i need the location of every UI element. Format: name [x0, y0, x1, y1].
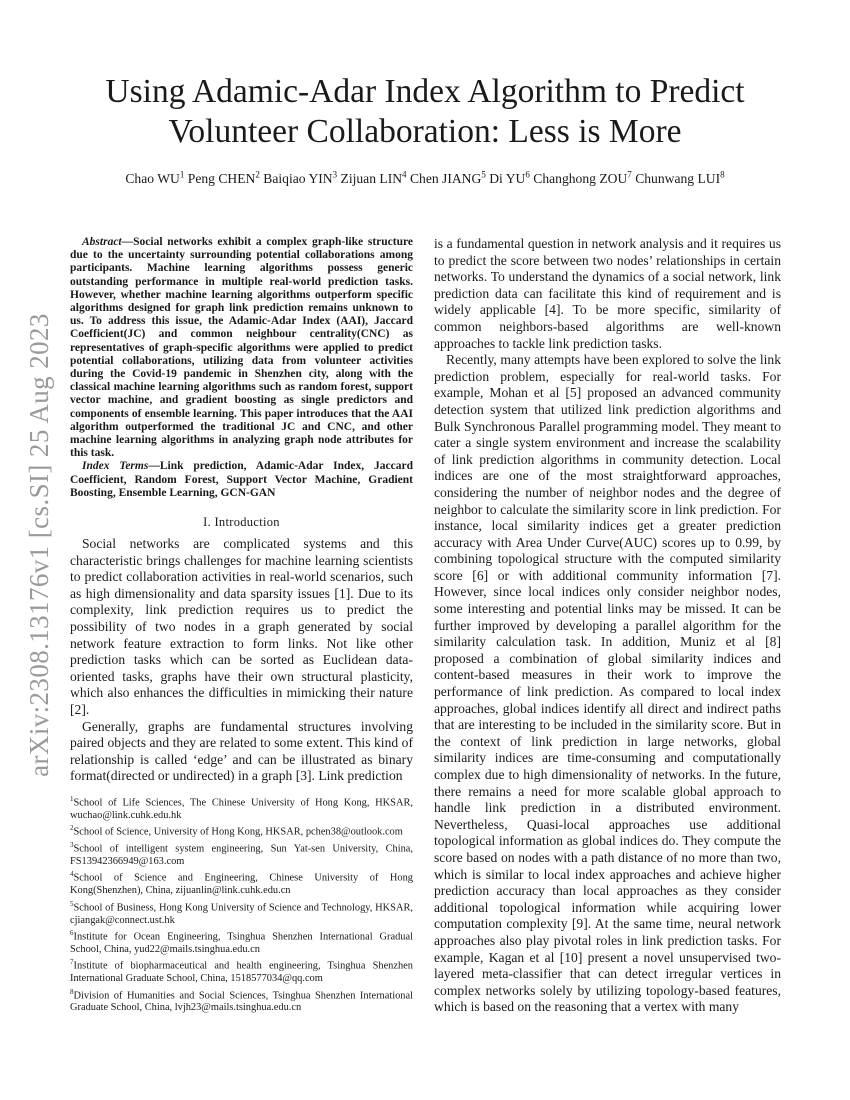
abstract: [70, 236, 413, 460]
author: Peng CHEN$^2$: [187, 169, 260, 186]
abstract-lead: Abstract: [82, 236, 122, 248]
affiliation-footnotes: [70, 793, 413, 1015]
author: Zijuan LIN$^4$: [340, 169, 407, 186]
intro-paragraph: Generally, graphs are fundamental structures involving paired objects and they are related to some extent. This kind of relationship is called ‘edge’ and can be illustrated as binary format(directed or undirected) in a graph [3]. Link prediction: [70, 718, 413, 784]
intro-paragraph: Social networks are complicated systems and this characteristic brings challenges for machine learning scientists to predict collaboration activities in real-world scenarios, such as high dimensionality and data sparsity issues [1]. Due to its complexity, link prediction requires us to predict the possibility of two nodes in a graph generated by social network feature extraction to form links. Not like other prediction tasks which can be sorted as Euclidean data-oriented tasks, graphs have their own structural plasticity, which also enhances the difficulties in mimicking their nature [2].: [70, 536, 413, 717]
footnote: $^6$Institute for Ocean Engineering, Tsinghua Shenzhen International Gradual School, China, yud22@mails.tsinghua.edu.cn: [70, 928, 413, 955]
abstract-text: —Social networks exhibit a complex graph-like structure due to the uncertainty surrounding potential collaborations among participants. Machine learning algorithms possess generic outstanding performance in multiple real-world prediction tasks. However, whether machine learning algorithms outperform specific algorithms designed for graph link prediction remains unknown to us. To address this issue, the Adamic-Adar Index (AAI), Jaccard Coefficient(JC) and common neighbour centrality(CNC) as representatives of graph-specific algorithms were applied to predict potential collaborations, utilizing data from volunteer activities during the Covid-19 pandemic in Shenzhen city, along with the classical machine learning algorithms such as random forest, support vector machine, and gradient boosting as single predictors and components of ensemble learning. This paper introduces that the AAI algorithm outperformed the traditional JC and CNC, and other machine learning algorithms in analyzing graph node attributes for this task.: [70, 236, 413, 460]
author: Chao $WU^1$: [125, 169, 185, 186]
footnote: $^1$School of Life Sciences, The Chinese University of Hong Kong, HKSAR, wuchao@link.cuhk.edu.hk: [70, 794, 413, 821]
author: Changhong ZOU$^7$: [533, 169, 632, 186]
footnote: $^8$Division of Humanities and Social Sciences, Tsinghua Shenzhen International Graduate School, China, lvjh23@mails.tsinghua.edu.cn: [70, 987, 413, 1014]
footnote: $^5$School of Business, Hong Kong University of Science and Technology, HKSAR, cjiangak@connect.ust.hk: [70, 899, 413, 926]
footnote: $^7$Institute of biopharmaceutical and health engineering, Tsinghua Shenzhen International Graduate School, China, 1518577034@qq.com: [70, 958, 413, 985]
index-terms: [70, 460, 413, 500]
footnote: $^2$School of Science, University of Hong Kong, HKSAR, pchen38@outlook.com: [70, 824, 403, 838]
right-column: [434, 236, 781, 1016]
author-list: [30, 169, 820, 187]
left-column: [70, 236, 413, 1015]
author: Chunwang LUI$^8$: [635, 169, 725, 186]
author: Baiqiao YIN$^3$: [263, 169, 338, 186]
arxiv-identifier-stamp: arXiv:2308.13176v1 [cs.SI] 25 Aug 2023: [24, 313, 54, 777]
section-heading-introduction: I. Introduction: [203, 515, 280, 530]
paper-title: [60, 72, 790, 152]
body-paragraph-continued: is a fundamental question in network analysis and it requires us to predict the score between two nodes’ relationships in certain networks. To understand the dynamics of a social network, link prediction data can facilitate this kind of requirement and is widely applicable [4]. To be more specific, similarity of common neighbors-based algorithms are well-known approaches to tackle link prediction tasks.: [434, 236, 781, 351]
body-paragraph: Recently, many attempts have been explored to solve the link prediction problem, especially for real-world tasks. For example, Mohan et al [5] proposed an advanced community detection system that utilized link prediction algorithms and Bulk Synchronous Parallel programming model. They meant to cater a single system environment and increase the scalability of link prediction algorithms in community detection. Local indices are one of the most straightforward approaches, considering the number of neighbor nodes and the degree of neighbor to calculate the similarity score in link prediction. For instance, local similarity indices get a greater prediction accuracy with Area Under Curve(AUC) scores up to 0.99, by combining topological structure with the computed similarity score [6] or with additional community information [7]. However, since local indices only consider neighbor nodes, some interesting and potential links may be missed. It can be further improved by developing a parallel algorithm for the similarity calculation task. In addition, Muniz et al [8] proposed a combination of global similarity indices and content-based measures in their work to improve the performance of link prediction. As compared to local index approaches, global indices identify all direct and indirect paths that are interesting to be included in the similarity score. But in the context of link prediction in large networks, global similarity indices are time-consuming and computationally complex due to high dimensionality of networks. In the future, there remains a need for more scalable global approach to handle link prediction in a distributed environment. Nevertheless, Quasi-local approaches use additional topological information as global indices do. They compute the score based on nodes with a path distance of no more than two, which is similar to local index approaches and achieve higher prediction accuracy than local approaches as they consider additional topological information while acquiring lower computation complexity [9]. At the same time, neural network approaches also play pivotal roles in link prediction tasks. For example, Kagan et al [10] present a novel unsupervised two-layered meta-classifier that can detect irregular vertices in complex networks solely by utilizing topology-based features, which is based on the reasoning that a vertex with many: [434, 352, 781, 1015]
author: Di $YU^6$: [489, 169, 530, 186]
footnote: $^4$School of Science and Engineering, Chinese University of Hong Kong(Shenzhen), China, zijuanlin@link.cuhk.edu.cn: [70, 870, 413, 897]
index-terms-lead: Index Terms: [82, 460, 149, 473]
title-line-1: Using Adamic-Adar Index Algorithm to Predict: [105, 73, 745, 110]
footnote: $^3$School of intelligent system engineering, Sun Yat-sen University, China, FS13942366949@163.com: [70, 841, 413, 867]
title-line-2: Volunteer Collaboration: Less is More: [168, 113, 682, 150]
author: Chen JIANG$^5$: [409, 169, 486, 186]
index-terms-text: —Link prediction, Adamic-Adar Index, Jaccard Coefficient, Random Forest, Support Vector Machine, Gradient Boosting, Ensemble Learning, GCN-GAN: [70, 460, 414, 499]
